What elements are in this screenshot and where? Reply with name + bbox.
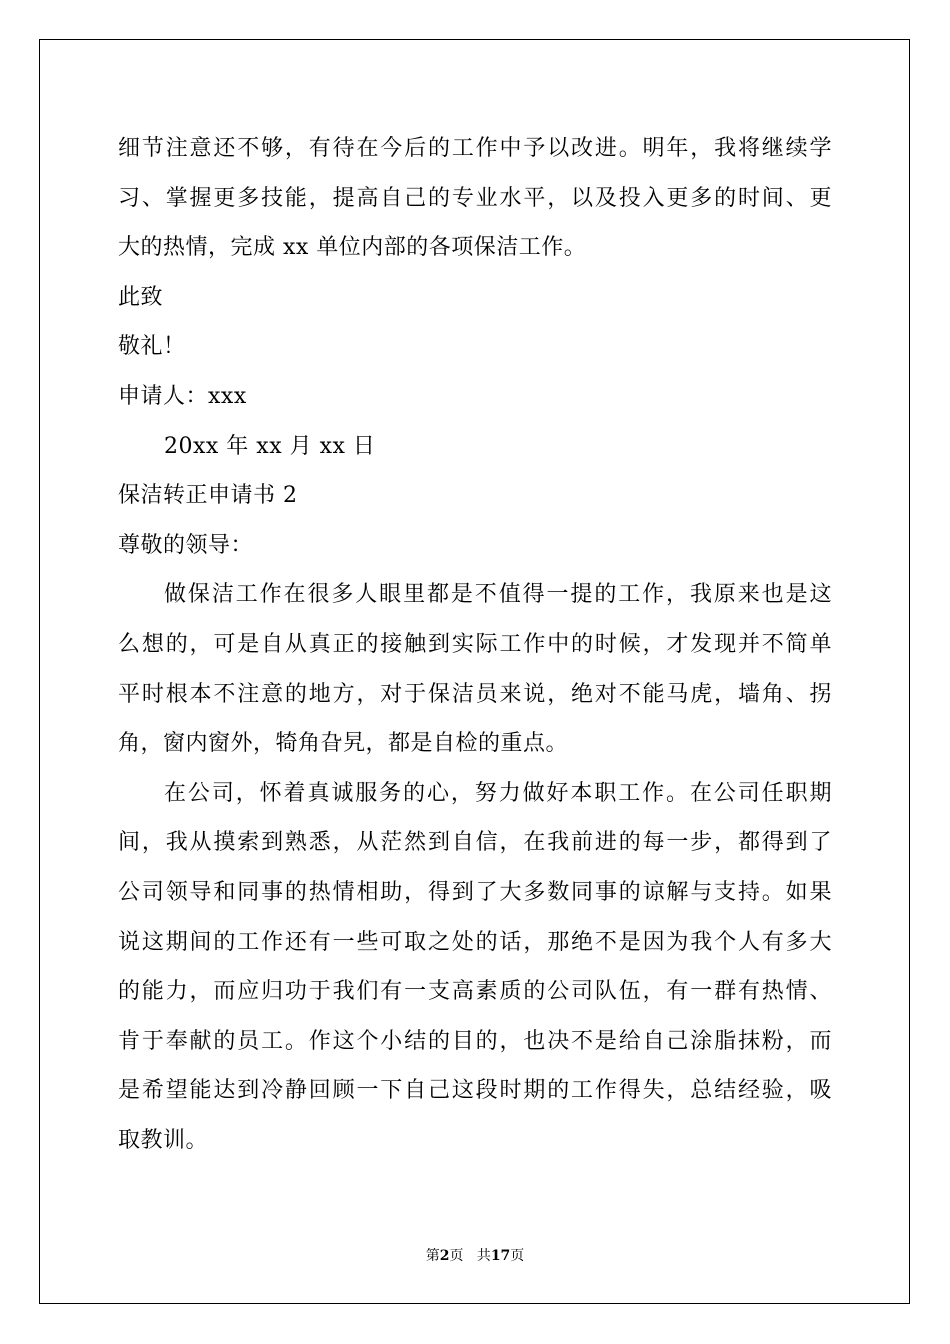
paragraph-line: 在公司，怀着真诚服务的心，努力做好本职工作。在公司任职期 xyxy=(164,780,832,806)
section-title: 保洁转正申请书 2 xyxy=(118,483,298,509)
paragraph-line: 的能力，而应归功于我们有一支高素质的公司队伍，有一群有热情、 xyxy=(118,979,832,1005)
closing-salutation: 此致 xyxy=(118,284,164,310)
paragraph-line: 是希望能达到冷静回顾一下自己这段时期的工作得失，总结经验，吸 xyxy=(118,1078,832,1104)
paragraph-line: 间，我从摸索到熟悉，从茫然到自信，在我前进的每一步，都得到了 xyxy=(118,830,832,856)
greeting: 尊敬的领导： xyxy=(118,532,254,558)
paragraph-line: 说这期间的工作还有一些可取之处的话，那绝不是因为我个人有多大 xyxy=(118,929,832,955)
total-prefix: 共 xyxy=(476,1248,491,1264)
paragraph-line: 肯于奉献的员工。作这个小结的目的，也决不是给自己涂脂抹粉，而 xyxy=(118,1028,832,1054)
applicant-line: 申请人：xxx xyxy=(118,383,247,409)
paragraph-line: 角，窗内窗外，犄角旮旯，都是自检的重点。 xyxy=(118,731,569,757)
paragraph-line: 大的热情，完成 xx 单位内部的各项保洁工作。 xyxy=(118,235,587,261)
date-line: 20xx 年 xx 月 xx 日 xyxy=(164,433,376,459)
page-total: 17 xyxy=(490,1248,511,1264)
page-prefix: 第 xyxy=(425,1248,440,1264)
page-suffix: 页 xyxy=(449,1248,464,1264)
closing-respect: 敬礼！ xyxy=(118,334,186,360)
page-current: 2 xyxy=(439,1248,450,1264)
paragraph-line: 平时根本不注意的地方，对于保洁员来说，绝对不能马虎，墙角、拐 xyxy=(118,681,832,707)
paragraph-line: 习、掌握更多技能，提高自己的专业水平，以及投入更多的时间、更 xyxy=(118,185,832,211)
paragraph-line: 做保洁工作在很多人眼里都是不值得一提的工作，我原来也是这 xyxy=(164,582,832,608)
page-footer xyxy=(0,1245,950,1265)
paragraph-line: 取教训。 xyxy=(118,1127,209,1153)
paragraph-line: 公司领导和同事的热情相助，得到了大多数同事的谅解与支持。如果 xyxy=(118,879,832,905)
paragraph-line: 么想的，可是自从真正的接触到实际工作中的时候，才发现并不简单 xyxy=(118,631,832,657)
paragraph-line: 细节注意还不够，有待在今后的工作中予以改进。明年，我将继续学 xyxy=(118,136,832,161)
total-suffix: 页 xyxy=(510,1248,525,1264)
document-body xyxy=(118,124,832,1165)
